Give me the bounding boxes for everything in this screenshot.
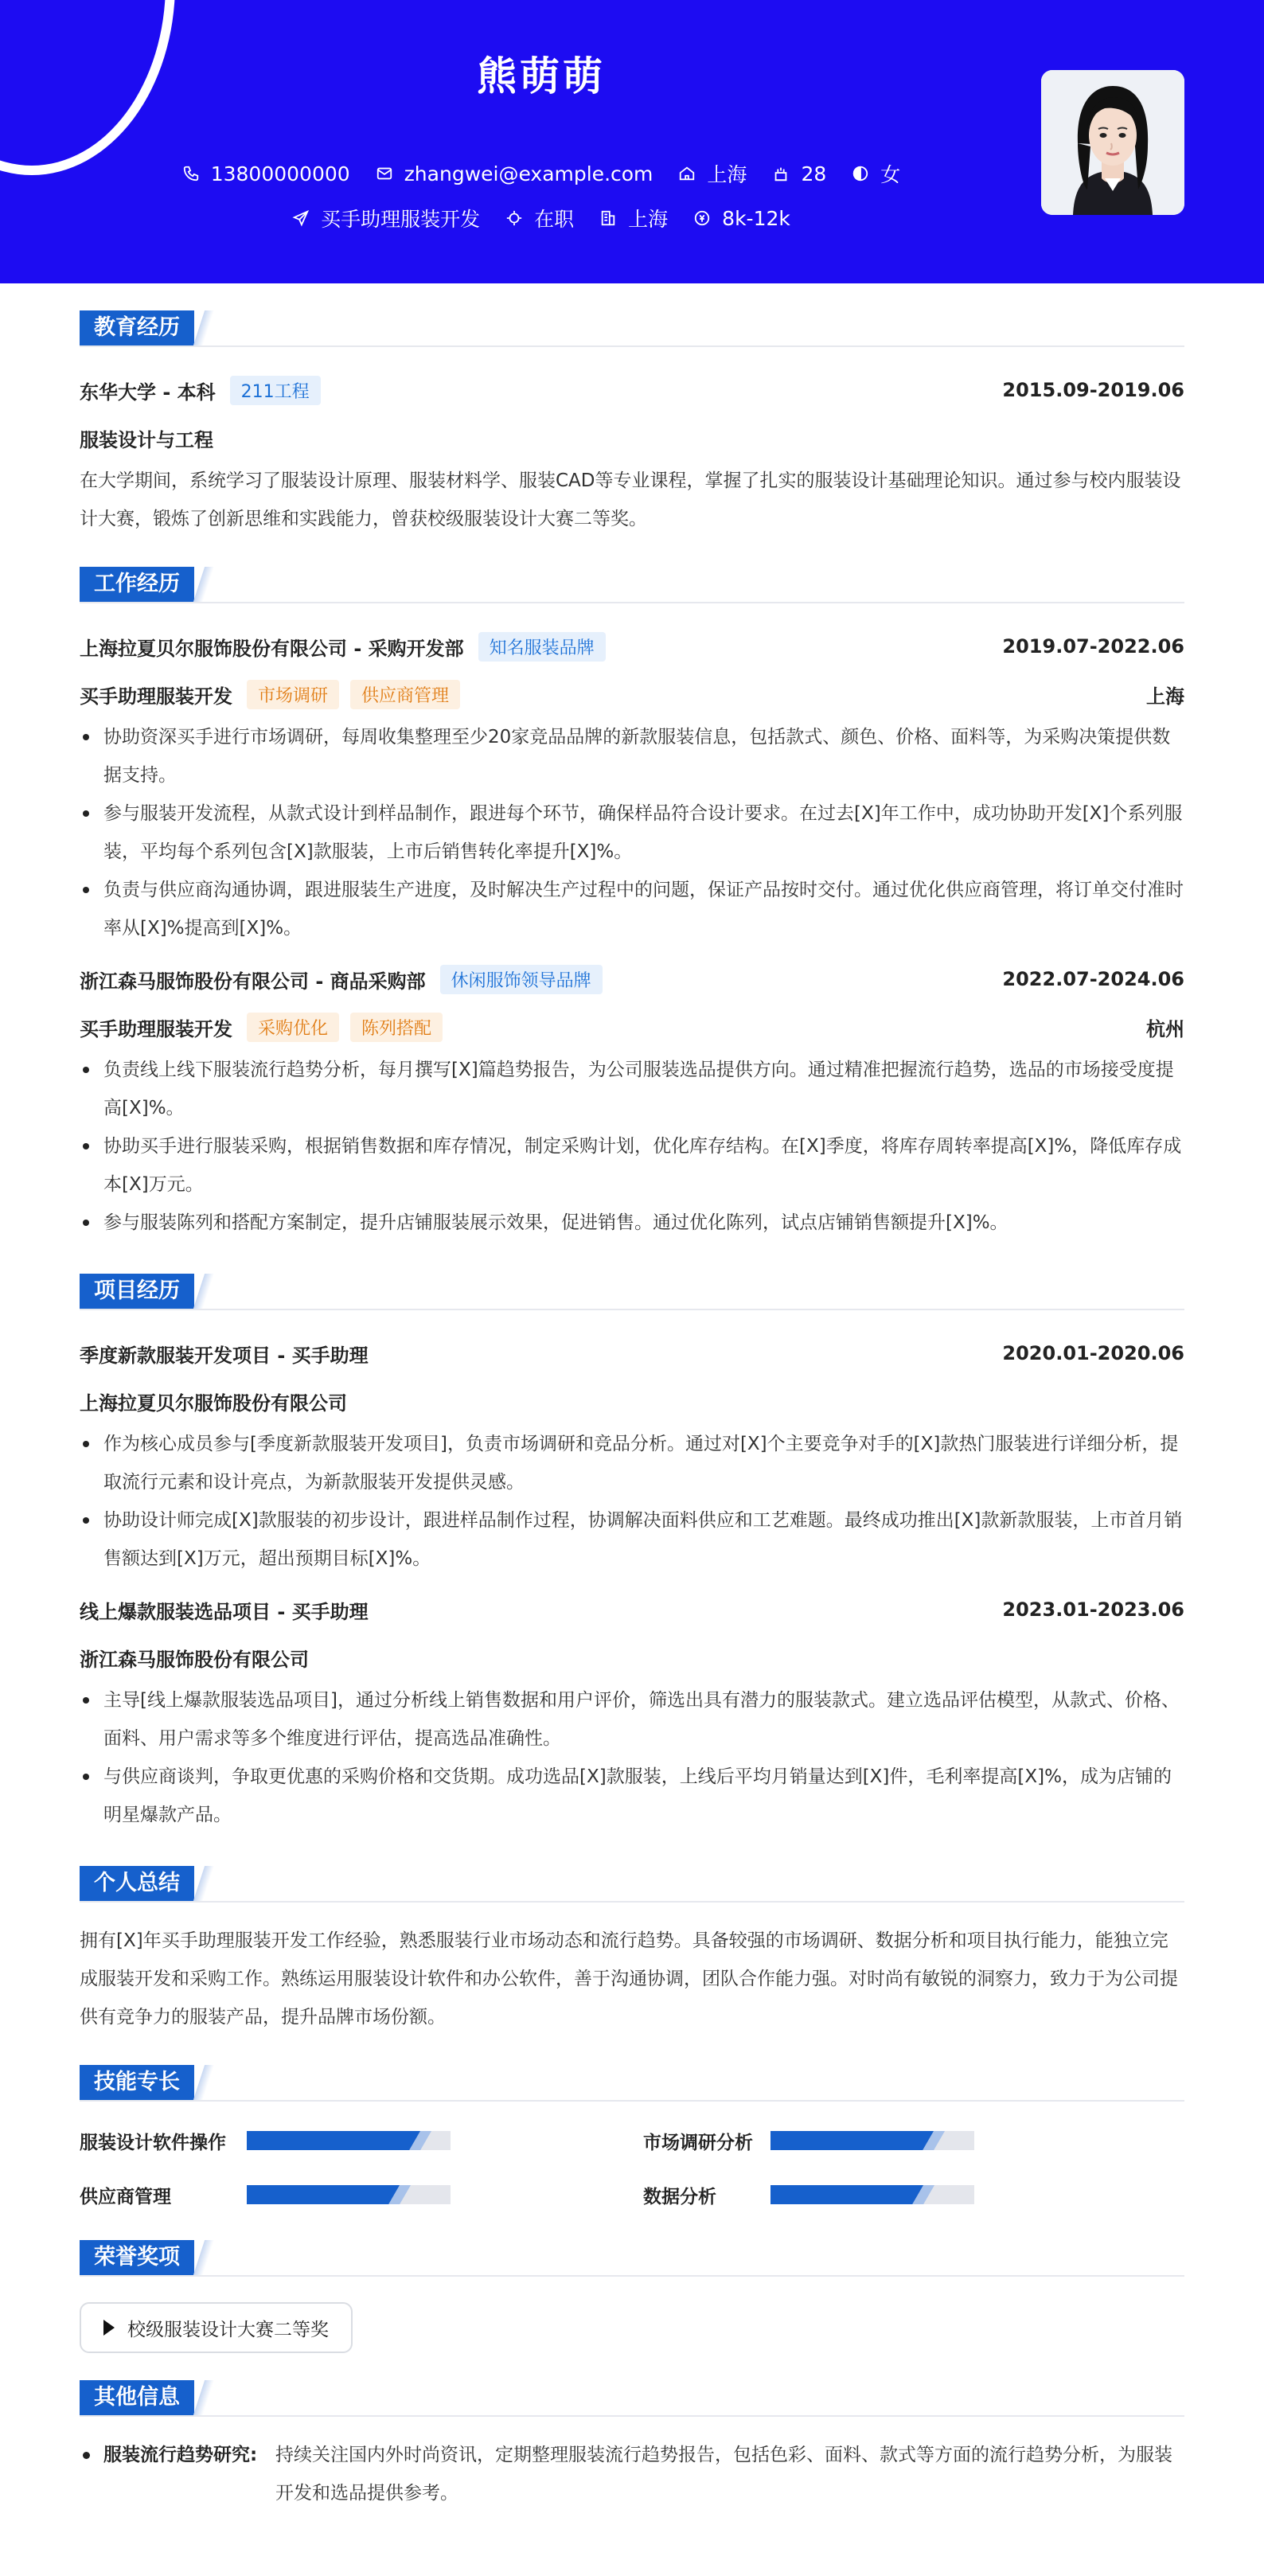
job-bullet: 负责线上线下服装流行趋势分析，每月撰写[X]篇趋势报告，为公司服装选品提供方向。通过精准把握流行趋势，选品的市场接受度提高[X]%。 xyxy=(80,1051,1184,1127)
job-company-row xyxy=(80,623,1184,670)
target-position-item xyxy=(292,204,480,232)
other-label: 服装流行趋势研究: xyxy=(103,2445,258,2465)
bullet-dot xyxy=(80,2436,103,2512)
job-role: 买手助理服装开发 xyxy=(80,685,232,708)
skill-item xyxy=(643,2121,1168,2160)
phone-item xyxy=(182,162,350,185)
job-bullet: 参与服装陈列和搭配方案制定，提升店铺服装展示效果，促进销售。通过优化陈列，试点店铺销售额提升[X]%。 xyxy=(80,1204,1184,1242)
other-text: 持续关注国内外时尚资讯，定期整理服装流行趋势报告，包括色彩、面料、款式等方面的流行趋势分析，为服装开发和选品提供参考。 xyxy=(275,2445,1172,2504)
job-tag: 市场调研 xyxy=(247,680,339,709)
skill-item xyxy=(80,2121,605,2160)
job-role-row xyxy=(80,1003,1184,1051)
job-city: 杭州 xyxy=(1146,1017,1184,1040)
project-name-row xyxy=(80,1329,1184,1377)
skill-level-fill xyxy=(247,2185,400,2204)
job-bullet: 参与服装开发流程，从款式设计到样品制作，跟进每个环节，确保样品符合设计要求。在过去[X]年工作中，成功协助开发[X]个系列服装，平均每个系列包含[X]款服装，上市后销售转化率提升[X]%。 xyxy=(80,794,1184,871)
projects-title: 项目经历 xyxy=(80,1274,194,1309)
company-badge: 知名服装品牌 xyxy=(478,632,606,662)
job-bullet: 负责与供应商沟通协调，跟进服装生产进度，及时解决生产过程中的问题，保证产品按时交付。通过优化供应商管理，将订单交付准时率从[X]%提高到[X]%。 xyxy=(80,871,1184,947)
skill-bar xyxy=(770,2131,974,2150)
status-item xyxy=(505,204,574,232)
skill-name: 供应商管理 xyxy=(80,2186,171,2207)
project-name: 季度新款服装开发项目 - 买手助理 xyxy=(80,1344,369,1367)
project-name: 线上爆款服装选品项目 - 买手助理 xyxy=(80,1600,369,1623)
location-text: 上海 xyxy=(707,163,747,186)
target-city-item xyxy=(599,204,668,232)
job-bullets xyxy=(80,718,1184,947)
school-name: 东华大学 - 本科 xyxy=(80,381,216,404)
salary-icon xyxy=(693,209,711,227)
home-icon xyxy=(678,165,696,182)
job-city: 上海 xyxy=(1146,685,1184,708)
target-city-text: 上海 xyxy=(628,208,669,231)
work-section-header xyxy=(80,567,1184,603)
job-role-row xyxy=(80,670,1184,718)
project-period: 2023.01-2023.06 xyxy=(1002,1598,1184,1621)
project-company-row xyxy=(80,1633,1184,1681)
project-bullet: 主导[线上爆款服装选品项目]，通过分析线上销售数据和用户评价，筛选出具有潜力的服装款式。建立选品评估模型，从款式、价格、面料、用户需求等多个维度进行评估，提高选品准确性。 xyxy=(80,1681,1184,1758)
email-text: zhangwei@example.com xyxy=(404,162,653,185)
job-tag: 供应商管理 xyxy=(350,680,460,709)
age-item xyxy=(772,162,826,185)
education-title: 教育经历 xyxy=(80,310,194,345)
skill-level-fill xyxy=(770,2131,934,2150)
job-company-row xyxy=(80,955,1184,1003)
resume-header xyxy=(0,0,1264,283)
location-item xyxy=(678,159,747,188)
skill-name: 市场调研分析 xyxy=(643,2132,753,2153)
skill-bar xyxy=(247,2185,451,2204)
job-company: 上海拉夏贝尔服饰股份有限公司 - 采购开发部 xyxy=(80,637,464,660)
project-bullets xyxy=(80,1425,1184,1578)
education-section-header xyxy=(80,310,1184,347)
honors-section-header xyxy=(80,2240,1184,2277)
send-icon xyxy=(292,209,310,227)
job-entry xyxy=(80,955,1184,1242)
summary-text: 拥有[X]年买手助理服装开发工作经验，熟悉服装行业市场动态和流行趋势。具备较强的市场调研、数据分析和项目执行能力，能独立完成服装开发和采购工作。熟练运用服装设计软件和办公软件，善于沟通协调，团队合作能力强。对时尚有敏锐的洞察力，致力于为公司提供有竞争力的服装产品，提升品牌市场份额。 xyxy=(80,1930,1178,2028)
skill-item xyxy=(643,2175,1168,2215)
honor-text: 校级服装设计大赛二等奖 xyxy=(127,2319,329,2340)
job-bullets xyxy=(80,1051,1184,1242)
skill-name: 数据分析 xyxy=(643,2186,716,2207)
job-tag: 陈列搭配 xyxy=(350,1013,443,1042)
job-intent-row xyxy=(0,204,1083,232)
gender-text: 女 xyxy=(880,163,901,186)
email-item xyxy=(376,162,653,185)
school-badge: 211工程 xyxy=(230,376,321,405)
summary-section-header xyxy=(80,1866,1184,1903)
gender-item xyxy=(852,159,900,188)
skill-bar xyxy=(247,2131,451,2150)
major-row xyxy=(80,414,1184,462)
job-period: 2022.07-2024.06 xyxy=(1002,968,1184,990)
age-icon xyxy=(772,165,790,182)
skill-bar xyxy=(770,2185,974,2204)
profile-photo xyxy=(1041,70,1184,215)
major-name: 服装设计与工程 xyxy=(80,428,213,451)
project-entry xyxy=(80,1586,1184,1834)
salary-text: 8k-12k xyxy=(722,206,790,230)
skills-title: 技能专长 xyxy=(80,2065,194,2100)
phone-text: 13800000000 xyxy=(210,162,350,185)
work-title: 工作经历 xyxy=(80,567,194,602)
play-triangle-icon xyxy=(103,2320,115,2336)
projects-section-header xyxy=(80,1274,1184,1310)
education-period: 2015.09-2019.06 xyxy=(1002,379,1184,401)
job-role: 买手助理服装开发 xyxy=(80,1017,232,1040)
email-icon xyxy=(376,165,393,182)
target-position-text: 买手助理服装开发 xyxy=(321,208,481,231)
other-section-header xyxy=(80,2380,1184,2417)
education-header-row xyxy=(80,366,1184,414)
candidate-name: 熊萌萌 xyxy=(477,53,606,100)
other-item xyxy=(80,2436,1184,2512)
skill-level-fill xyxy=(247,2131,420,2150)
job-period: 2019.07-2022.06 xyxy=(1002,635,1184,658)
project-company: 上海拉夏贝尔服饰股份有限公司 xyxy=(80,1391,347,1415)
project-bullet: 作为核心成员参与[季度新款服装开发项目]，负责市场调研和竞品分析。通过对[X]个主要竞争对手的[X]款热门服装进行详细分析，提取流行元素和设计亮点，为新款服装开发提供灵感。 xyxy=(80,1425,1184,1501)
honors-title: 荣誉奖项 xyxy=(80,2240,194,2275)
building-icon xyxy=(599,209,617,227)
skill-name: 服装设计软件操作 xyxy=(80,2132,226,2153)
project-period: 2020.01-2020.06 xyxy=(1002,1342,1184,1364)
contact-row xyxy=(0,159,1083,188)
project-bullet: 协助设计师完成[X]款服装的初步设计，跟进样品制作过程，协调解决面料供应和工艺难题。最终成功推出[X]款新款服装，上市首月销售额达到[X]万元，超出预期目标[X]%。 xyxy=(80,1501,1184,1578)
skills-section-header xyxy=(80,2065,1184,2102)
age-text: 28 xyxy=(801,162,827,185)
project-company-row xyxy=(80,1377,1184,1425)
honor-chip xyxy=(80,2302,353,2353)
job-company: 浙江森马服饰股份有限公司 - 商品采购部 xyxy=(80,970,426,993)
skill-item xyxy=(80,2175,605,2215)
gender-icon xyxy=(852,165,869,182)
job-bullet: 协助资深买手进行市场调研，每周收集整理至少20家竞品品牌的新款服装信息，包括款式、颜色、价格、面料等，为采购决策提供数据支持。 xyxy=(80,718,1184,794)
avatar-illustration xyxy=(1041,70,1184,215)
summary-title: 个人总结 xyxy=(80,1866,194,1901)
job-bullet: 协助买手进行服装采购，根据销售数据和库存情况，制定采购计划，优化库存结构。在[X]季度，将库存周转率提高[X]%，降低库存成本[X]万元。 xyxy=(80,1127,1184,1204)
phone-icon xyxy=(182,165,200,182)
status-text: 在职 xyxy=(534,208,575,231)
company-badge: 休闲服饰领导品牌 xyxy=(440,965,603,994)
project-name-row xyxy=(80,1586,1184,1633)
other-title: 其他信息 xyxy=(80,2380,194,2415)
project-company: 浙江森马服饰股份有限公司 xyxy=(80,1648,309,1671)
project-bullet: 与供应商谈判，争取更优惠的采购价格和交货期。成功选品[X]款服装，上线后平均月销量达到[X]件，毛利率提高[X]%，成为店铺的明星爆款产品。 xyxy=(80,1758,1184,1834)
project-bullets xyxy=(80,1681,1184,1834)
project-entry xyxy=(80,1329,1184,1578)
job-entry xyxy=(80,623,1184,947)
skill-level-fill xyxy=(770,2185,923,2204)
salary-item xyxy=(693,207,790,230)
status-icon xyxy=(505,209,523,227)
skills-grid xyxy=(80,2121,1184,2215)
job-tag: 采购优化 xyxy=(247,1013,339,1042)
education-description: 在大学期间，系统学习了服装设计原理、服装材料学、服装CAD等专业课程，掌握了扎实的服装设计基础理论知识。通过参与校内服装设计大赛，锻炼了创新思维和实践能力，曾获校级服装设计大赛二等奖。 xyxy=(80,470,1181,529)
resume-body xyxy=(80,283,1184,2512)
